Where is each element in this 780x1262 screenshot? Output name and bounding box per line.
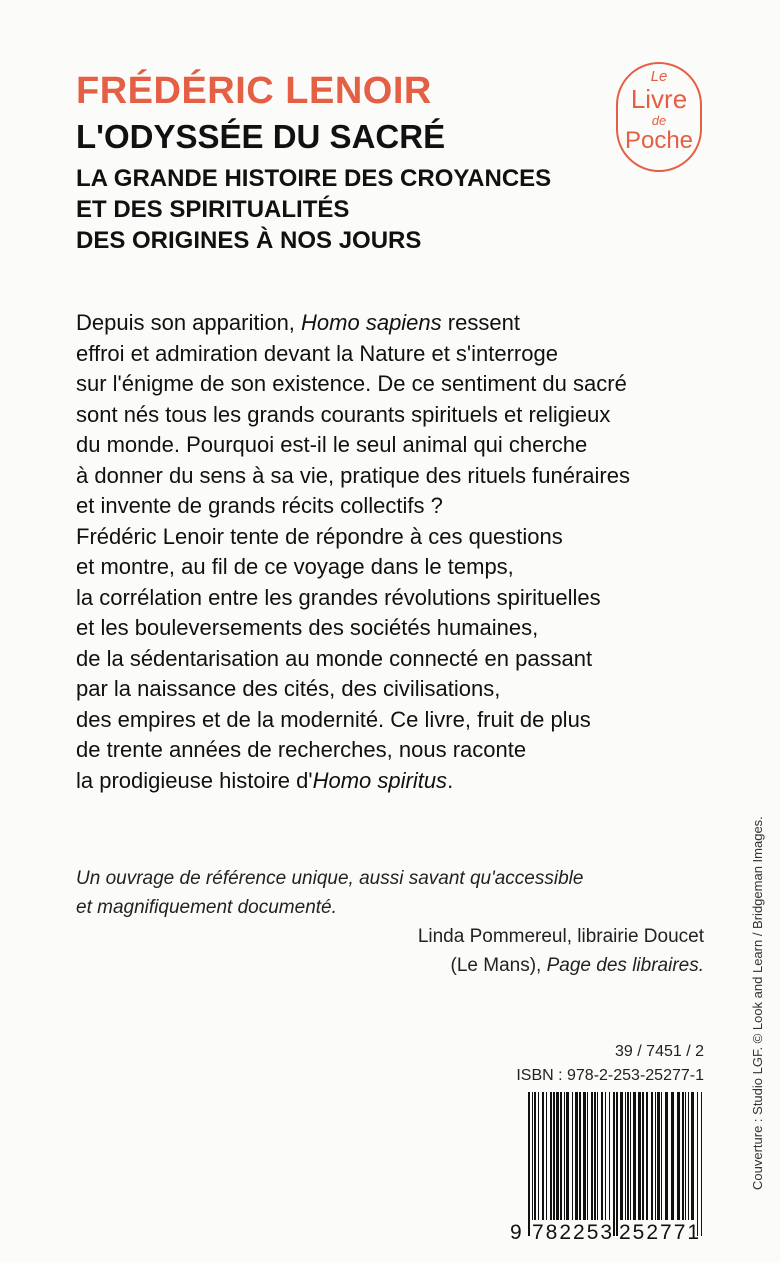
cover-credit: Couverture : Studio LGF. © Look and Learn / Bridgeman Images.	[750, 816, 765, 1190]
catalog-block	[510, 1040, 704, 1088]
barcode-bar	[542, 1092, 544, 1220]
blurb-line	[76, 522, 630, 553]
blurb-line	[76, 461, 630, 492]
barcode-bar	[601, 1092, 603, 1220]
barcode-bar	[630, 1092, 631, 1220]
blurb-text: .	[447, 767, 454, 793]
barcode-bar	[625, 1092, 626, 1220]
barcode-bar	[691, 1092, 694, 1220]
blurb-text: des empires et de la modernité. Ce livre, fruit de plus	[76, 706, 591, 732]
blurb-text: et montre, au fil de ce voyage dans le temps,	[76, 554, 514, 579]
blurb-text: et invente de grands récits collectifs ?	[76, 493, 443, 518]
barcode-bar	[701, 1092, 702, 1236]
subtitle-line: ET DES SPIRITUALITÉS	[76, 196, 350, 223]
barcode-bar	[616, 1092, 618, 1236]
barcode-bar	[651, 1092, 653, 1220]
barcode-bar	[688, 1092, 689, 1220]
barcode-lead-digit: 9	[510, 1221, 522, 1244]
barcode-bar	[587, 1092, 588, 1220]
logo-text-livre: Livre	[630, 84, 688, 114]
barcode-bar	[627, 1092, 629, 1220]
barcode-bar	[550, 1092, 552, 1220]
barcode-bar	[538, 1092, 539, 1220]
isbn-text: ISBN : 978-2-253-25277-1	[516, 1067, 704, 1084]
barcode-bar	[661, 1092, 662, 1220]
blurb-line	[76, 491, 630, 522]
barcode-bar	[583, 1092, 586, 1220]
barcode-bar	[697, 1092, 698, 1236]
blurb-text: la prodigieuse histoire d'	[76, 767, 313, 793]
blurb-line	[76, 308, 630, 339]
barcode-bar	[685, 1092, 686, 1220]
blurb-text: ressent	[441, 310, 520, 335]
barcode-group-left: 782253	[532, 1221, 615, 1244]
blurb-line	[76, 552, 630, 583]
barcode-bar	[665, 1092, 668, 1220]
barcode-bar	[534, 1092, 536, 1220]
barcode-bar	[633, 1092, 636, 1220]
barcode-bar	[556, 1092, 559, 1220]
barcode-bar	[646, 1092, 648, 1220]
subtitle-line: LA GRANDE HISTOIRE DES CROYANCES	[76, 165, 552, 192]
barcode-bar	[657, 1092, 660, 1220]
attribution-place: (Le Mans),	[450, 955, 547, 976]
blurb-text: sont nés tous les grands courants spirituels et religieux	[76, 401, 611, 427]
barcode-bar	[682, 1092, 684, 1220]
barcode-bars	[510, 1092, 706, 1242]
barcode	[510, 1092, 706, 1242]
blurb-line	[76, 613, 630, 644]
blurb-text: de la sédentarisation au monde connecté en passant	[76, 645, 593, 671]
barcode-bar	[591, 1092, 593, 1220]
subtitle-line: DES ORIGINES À NOS JOURS	[76, 227, 422, 254]
barcode-bar	[671, 1092, 674, 1220]
barcode-bar	[642, 1092, 644, 1220]
barcode-bar	[572, 1092, 573, 1220]
blurb-line	[76, 583, 630, 614]
back-cover-blurb	[76, 308, 630, 796]
blurb-line	[76, 735, 630, 766]
blurb-line	[76, 674, 630, 705]
barcode-bar	[566, 1092, 569, 1220]
blurb-text: sur l'énigme de son existence. De ce sentiment du sacré	[76, 371, 627, 396]
blurb-line	[76, 339, 630, 370]
barcode-bar	[564, 1092, 565, 1220]
blurb-text: du monde. Pourquoi est-il le seul animal qui cherche	[76, 432, 588, 457]
blurb-line	[76, 644, 630, 675]
blurb-line	[76, 705, 630, 736]
blurb-line	[76, 766, 630, 797]
barcode-bar	[638, 1092, 641, 1220]
logo-text-poche: Poche	[624, 127, 694, 154]
blurb-italic-term: Homo spiritus	[312, 767, 448, 793]
publisher-logo	[616, 62, 702, 172]
author-name: FRÉDÉRIC LENOIR	[76, 70, 432, 112]
barcode-bar	[532, 1092, 533, 1220]
quote-line: et magnifiquement documenté.	[76, 897, 337, 918]
quote-line: Un ouvrage de référence unique, aussi savant qu'accessible	[76, 868, 584, 889]
book-title: L'ODYSSÉE DU SACRÉ	[76, 118, 446, 155]
barcode-bar	[528, 1092, 530, 1236]
attribution-publication: Page des libraires.	[546, 955, 704, 976]
attribution-line: Linda Pommereul, librairie Doucet	[417, 926, 704, 947]
barcode-bar	[579, 1092, 581, 1220]
blurb-text: et les bouleversements des sociétés humaines,	[76, 615, 539, 640]
logo-text-de: de	[651, 113, 667, 128]
barcode-bar	[605, 1092, 606, 1220]
barcode-bar	[594, 1092, 596, 1220]
catalog-code: 39 / 7451 / 2	[615, 1043, 704, 1060]
barcode-bar	[655, 1092, 656, 1220]
blurb-text: Frédéric Lenoir tente de répondre à ces questions	[76, 523, 563, 549]
attribution-line	[418, 951, 704, 980]
barcode-bar	[560, 1092, 562, 1220]
barcode-group-right: 252771	[619, 1221, 702, 1244]
blurb-text: effroi et admiration devant la Nature et s'interroge	[76, 340, 558, 366]
barcode-bar	[597, 1092, 598, 1220]
quote-attribution	[418, 922, 704, 980]
blurb-line	[76, 430, 630, 461]
barcode-bar	[553, 1092, 555, 1220]
blurb-italic-term: Homo sapiens	[301, 310, 442, 335]
barcode-bar	[613, 1092, 615, 1236]
blurb-line	[76, 400, 630, 431]
barcode-bar	[546, 1092, 547, 1220]
logo-text-le: Le	[650, 68, 668, 85]
barcode-bar	[620, 1092, 623, 1220]
blurb-text: de trente années de recherches, nous raconte	[76, 737, 527, 762]
review-quote	[76, 864, 583, 922]
blurb-text: Depuis son apparition,	[76, 310, 302, 335]
blurb-text: la corrélation entre les grandes révolutions spirituelles	[76, 584, 601, 610]
barcode-bar	[575, 1092, 578, 1220]
book-subtitle	[76, 163, 551, 256]
barcode-bar	[677, 1092, 680, 1220]
barcode-bar	[609, 1092, 610, 1220]
blurb-text: par la naissance des cités, des civilisations,	[76, 676, 501, 701]
blurb-line	[76, 369, 630, 400]
blurb-text: à donner du sens à sa vie, pratique des rituels funéraires	[76, 462, 630, 488]
